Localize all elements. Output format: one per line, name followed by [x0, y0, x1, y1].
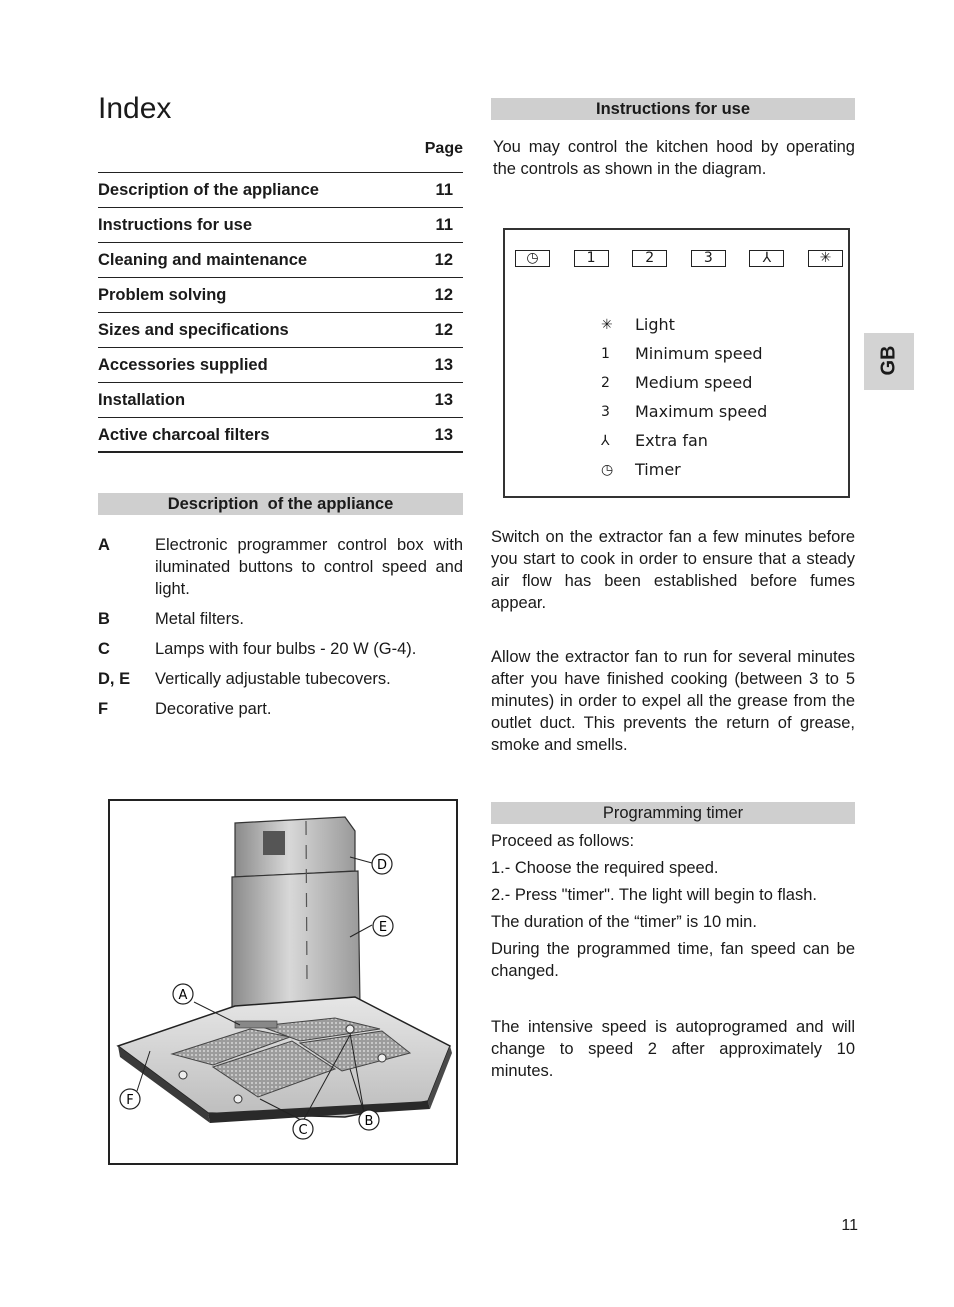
- control-legend: [597, 310, 767, 484]
- callout-e-label: E: [378, 920, 388, 935]
- timer-steps: [491, 830, 855, 987]
- index-table: [98, 172, 463, 453]
- index-entry-page: 11: [435, 181, 453, 199]
- timer-button-icon: ◷: [515, 250, 550, 267]
- index-entry-label: Description of the appliance: [98, 181, 319, 199]
- legend-label: Minimum speed: [635, 344, 763, 363]
- light-icon: ✳: [601, 316, 613, 333]
- index-entry-page: 12: [434, 321, 453, 339]
- speed-1-symbol: 1: [601, 345, 610, 362]
- timer-note: The intensive speed is autoprogramed and will change to speed 2 after approximately 10 minutes.: [491, 1018, 855, 1080]
- callout-e: [373, 916, 393, 936]
- index-entry-label: Installation: [98, 391, 186, 409]
- description-key: B: [98, 610, 110, 628]
- index-row: [98, 278, 463, 313]
- description-item: [98, 608, 463, 630]
- legend-row: [597, 310, 767, 339]
- timer-heading: Programming timer: [491, 802, 855, 824]
- speed-2-symbol: 2: [601, 374, 610, 391]
- index-row: [98, 383, 463, 418]
- description-item: [98, 668, 463, 690]
- description-item: [98, 534, 463, 600]
- callout-f: [120, 1089, 140, 1109]
- index-entry-label: Cleaning and maintenance: [98, 251, 308, 269]
- description-text: Lamps with four bulbs - 20 W (G-4).: [155, 640, 417, 658]
- timer-line: Proceed as follows:: [491, 832, 635, 850]
- callout-b: [359, 1110, 379, 1130]
- index-title: Index: [98, 92, 172, 125]
- callout-d: [372, 854, 392, 874]
- description-key: A: [98, 536, 110, 554]
- index-row: [98, 243, 463, 278]
- index-entry-page: 11: [435, 216, 453, 234]
- index-entry-page: 12: [434, 251, 453, 269]
- description-text: Electronic programmer control box with iluminated buttons to control speed and light.: [155, 536, 463, 598]
- index-row: [98, 348, 463, 383]
- description-key: D, E: [98, 670, 131, 688]
- index-row: [98, 313, 463, 348]
- legend-row: [597, 455, 767, 484]
- index-row: [98, 418, 463, 453]
- legend-label: Medium speed: [635, 373, 753, 392]
- index-row: [98, 208, 463, 243]
- callout-d-label: D: [376, 858, 388, 873]
- extra-fan-icon: ⅄: [601, 432, 610, 449]
- timer-line: 1.- Choose the required speed.: [491, 859, 719, 877]
- index-entry-label: Active charcoal filters: [98, 425, 270, 444]
- speed-3-button: 3: [691, 250, 726, 267]
- index-entry-page: 13: [434, 356, 453, 374]
- index-entry-label: Accessories supplied: [98, 356, 268, 374]
- description-text: Vertically adjustable tubecovers.: [155, 670, 391, 688]
- timer-line: 2.- Press "timer". The light will begin to flash.: [491, 886, 817, 904]
- instructions-heading: Instructions for use: [491, 98, 855, 120]
- legend-label: Light: [635, 315, 675, 334]
- index-entry-page: 12: [434, 286, 453, 304]
- light-button-icon: ✳: [808, 250, 843, 267]
- hood-illustration: [108, 799, 458, 1165]
- description-key: C: [98, 640, 110, 658]
- index-entry-page: 13: [434, 391, 453, 409]
- control-button-row: [515, 250, 843, 267]
- callout-a-label: A: [178, 988, 188, 1003]
- instructions-intro: You may control the kitchen hood by operating the controls as shown in the diagram.: [493, 138, 855, 178]
- callout-a: [173, 984, 193, 1004]
- timer-icon: ◷: [601, 461, 614, 478]
- index-entry-page: 13: [434, 425, 453, 444]
- speed-3-symbol: 3: [601, 403, 610, 420]
- index-entry-label: Sizes and specifications: [98, 321, 289, 339]
- index-entry-label: Problem solving: [98, 286, 227, 304]
- description-item: [98, 638, 463, 660]
- page-number: 11: [841, 1217, 858, 1234]
- description-list: [98, 534, 463, 728]
- index-row: [98, 173, 463, 208]
- instructions-paragraph-2: Allow the extractor fan to run for several minutes after you have finished cooking (between 3 to 5 minutes) in order to expel all the grease from the outlet duct. This prevents the return of grease, smoke and smells.: [491, 648, 855, 754]
- legend-label: Maximum speed: [635, 402, 768, 421]
- callout-f-label: F: [126, 1093, 134, 1108]
- callout-b-label: B: [364, 1114, 374, 1129]
- language-tab-label: GB: [877, 345, 900, 376]
- extra-fan-button-icon: ⅄: [749, 250, 784, 267]
- legend-row: [597, 426, 767, 455]
- description-text: Metal filters.: [155, 610, 244, 628]
- legend-row: [597, 368, 767, 397]
- legend-label: Extra fan: [635, 431, 708, 450]
- language-tab: [864, 333, 914, 390]
- legend-row: [597, 397, 767, 426]
- instructions-paragraph-1: Switch on the extractor fan a few minutes before you start to cook in order to ensure that a steady air flow has been established before fumes appear.: [491, 528, 855, 612]
- control-panel-diagram: [503, 228, 850, 498]
- speed-1-button: 1: [574, 250, 609, 267]
- description-key: F: [98, 700, 109, 718]
- page-column-header: Page: [424, 140, 463, 157]
- legend-label: Timer: [635, 460, 681, 479]
- legend-row: [597, 339, 767, 368]
- hood-drawing: [110, 801, 456, 1163]
- timer-line: The duration of the “timer” is 10 min.: [491, 913, 757, 931]
- description-item: [98, 698, 463, 720]
- callout-c-label: C: [298, 1123, 308, 1138]
- description-text: Decorative part.: [155, 700, 272, 718]
- speed-2-button: 2: [632, 250, 667, 267]
- description-heading: Description of the appliance: [98, 493, 463, 515]
- timer-line: During the programmed time, fan speed can be changed.: [491, 940, 855, 980]
- callout-c: [293, 1119, 313, 1139]
- index-entry-label: Instructions for use: [98, 216, 253, 234]
